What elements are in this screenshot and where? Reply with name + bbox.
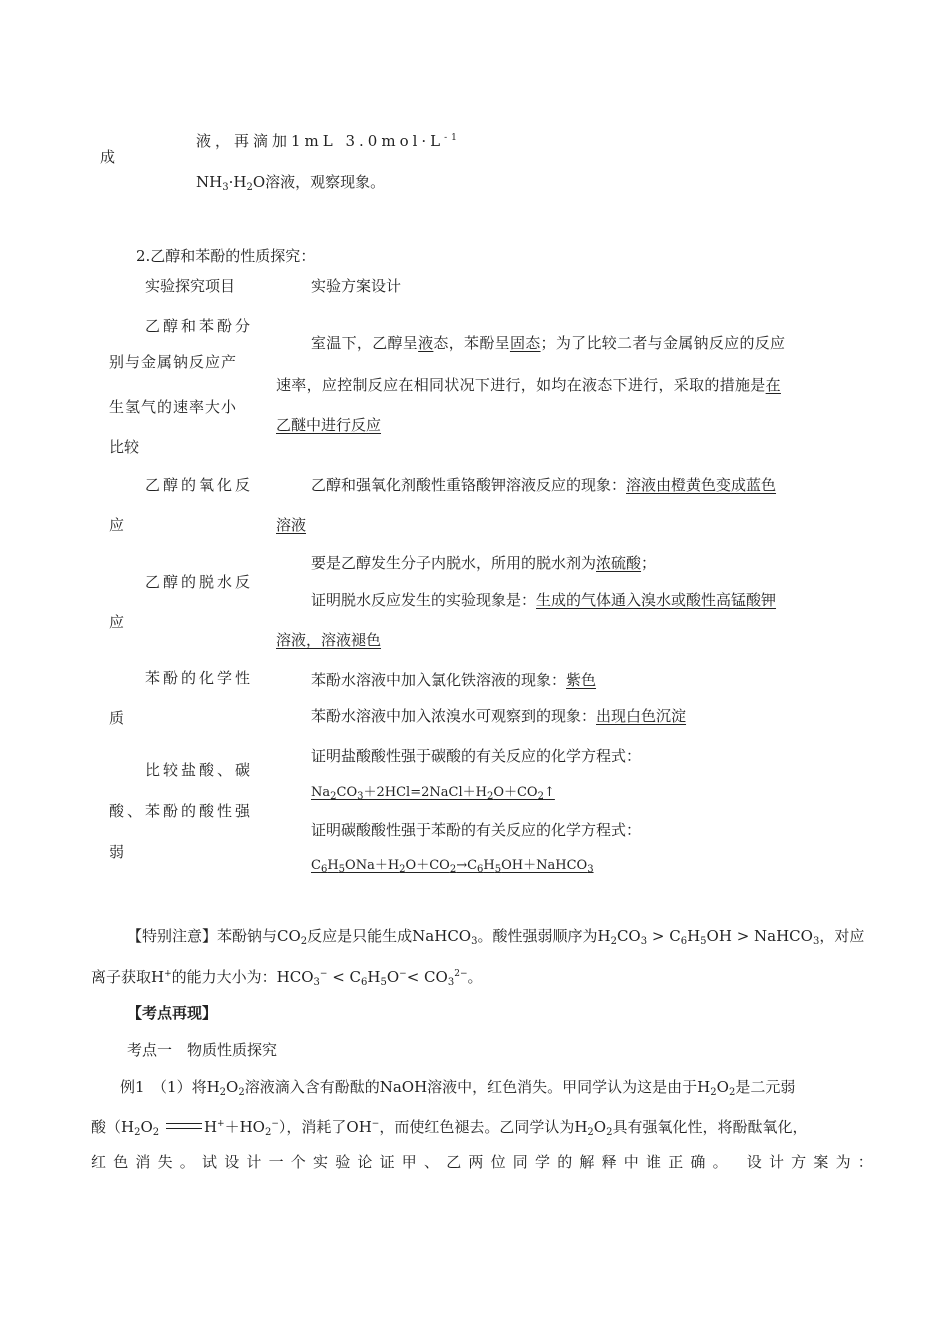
formula-text: →C xyxy=(456,858,478,873)
row5-item-line2: 酸、苯酚的酸性强 xyxy=(109,802,254,820)
answer-blank: 液 xyxy=(418,334,434,352)
subscript: 6 xyxy=(361,977,368,988)
note-text: H xyxy=(367,968,381,986)
subscript: 2 xyxy=(537,791,544,802)
formula-text: H xyxy=(687,927,701,945)
subscript: 2 xyxy=(330,791,337,802)
sub: 2 xyxy=(246,182,253,193)
formula-text: 例1 （1）将H xyxy=(120,1078,220,1096)
top-line-1-sup: -1 xyxy=(444,133,461,143)
sup: − xyxy=(371,1119,380,1129)
sup: + xyxy=(217,1119,225,1129)
formula-text: O＋CO xyxy=(405,858,450,873)
formula-text: ↑ xyxy=(543,785,555,800)
row1-item-line4: 比较 xyxy=(109,438,140,456)
formula-text: O＋CO xyxy=(493,785,538,800)
answer-blank: 浓硫酸 xyxy=(596,554,642,572)
formula-text: H xyxy=(483,858,495,873)
formula-text: C xyxy=(311,858,321,873)
row4-design-line2 xyxy=(311,706,686,726)
equilibrium-arrow-icon xyxy=(164,1120,204,1132)
formula-text: 。酸性强弱顺序为H xyxy=(477,927,611,945)
formula-text: H xyxy=(327,858,339,873)
subscript: 2 xyxy=(728,1087,736,1098)
subscript: 3 xyxy=(640,936,648,947)
row3-design-line1 xyxy=(311,553,656,573)
table-cell-cheng: 成 xyxy=(100,148,116,166)
row5-design-line3: 证明碳酸酸性强于苯酚的有关反应的化学方程式： xyxy=(311,821,642,839)
note-text: 的能力大小为：HCO xyxy=(171,968,314,986)
line2-end: O溶液，观察现象。 xyxy=(252,173,386,191)
row3-item-line2: 应 xyxy=(109,613,125,631)
text: O xyxy=(140,1118,153,1136)
sub: 2 xyxy=(152,1127,160,1138)
text: 态，苯酚呈 xyxy=(433,334,510,352)
top-line-1 xyxy=(196,128,461,151)
row4-item-line2: 质 xyxy=(109,709,125,727)
row5-item-line1: 比较盐酸、碳 xyxy=(145,761,254,779)
subscript: 6 xyxy=(477,864,484,875)
row5-design-line1: 证明盐酸酸性强于碳酸的有关反应的化学方程式： xyxy=(311,747,642,765)
kaodian-subheading: 考点一 物质性质探究 xyxy=(127,1041,278,1059)
formula-text: O xyxy=(226,1078,239,1096)
formula-text: 反应是只能生成NaHCO xyxy=(307,927,472,945)
formula-text: Na xyxy=(311,785,331,800)
answer-blank: 在 xyxy=(765,376,781,394)
note-text: O xyxy=(386,968,400,986)
row3-design-line2 xyxy=(311,590,776,610)
formula-text: O xyxy=(716,1078,729,1096)
subscript: 3 xyxy=(587,864,594,875)
row1-item-line2: 别与金属钠反应产 xyxy=(109,353,238,371)
nh-text: NH xyxy=(196,173,223,191)
row1-design-line1 xyxy=(311,333,785,353)
row2-design-line1 xyxy=(311,475,776,495)
sub: 2 xyxy=(606,1127,613,1138)
sub: 2 xyxy=(587,1127,594,1138)
kaodian-heading: 【考点再现】 xyxy=(127,1004,218,1022)
row1-item-line3: 生氢气的速率大小 xyxy=(109,398,238,416)
formula-text: ＋2HCl=2NaCl＋H xyxy=(363,785,487,800)
row4-item-line1: 苯酚的化学性 xyxy=(145,669,254,687)
sub: 2 xyxy=(134,1127,141,1138)
top-line-2 xyxy=(196,172,385,198)
subscript: 3 xyxy=(812,936,820,947)
subscript: 2 xyxy=(238,1087,245,1098)
text: 酸（H xyxy=(91,1118,135,1136)
text: 室温下，乙醇呈 xyxy=(311,334,419,352)
row2-design-line2: 溶液 xyxy=(276,516,307,534)
formula-text: 是二元弱 xyxy=(735,1078,796,1096)
formula-text: CO xyxy=(616,927,641,945)
formula-text: 苯酚钠与CO xyxy=(217,927,301,945)
row2-item-line2: 应 xyxy=(109,516,125,534)
column-header-design: 实验方案设计 xyxy=(311,277,402,295)
subscript: 2 xyxy=(399,864,406,875)
example-line2 xyxy=(91,1114,808,1143)
top-line-1-text: 液，再滴加1mL 3.0mol·L xyxy=(196,132,445,150)
subscript: 2 xyxy=(710,1087,717,1098)
row1-design-line2 xyxy=(276,375,781,395)
equation-1 xyxy=(311,783,555,807)
subscript: 5 xyxy=(494,864,502,875)
formula-text: CO xyxy=(336,785,358,800)
h-text: ·H xyxy=(228,173,247,191)
subscript: 3 xyxy=(447,977,455,988)
row3-item-line1: 乙醇的脱水反 xyxy=(145,573,254,591)
row1-item-line1: 乙醇和苯酚分 xyxy=(145,317,254,335)
section-heading: 2.乙醇和苯酚的性质探究： xyxy=(136,247,316,265)
row3-design-line3: 溶液，溶液褪色 xyxy=(276,631,382,649)
text: 证明脱水反应发生的实验现象是： xyxy=(311,591,537,609)
formula-text: > C xyxy=(647,927,681,945)
answer-blank: 生成的气体通入溴水或酸性高锰酸钾 xyxy=(536,591,777,609)
text: ），消耗了OH xyxy=(278,1118,372,1136)
formula-text: 溶液滴入含有酚酞的NaOH溶液中，红色消失。甲同学认为这是由于H xyxy=(244,1078,711,1096)
text: 具有强氧化性，将酚酞氧化， xyxy=(612,1118,808,1136)
subscript: 5 xyxy=(700,936,707,947)
subscript: 6 xyxy=(320,864,328,875)
note-text: < C xyxy=(327,968,362,986)
formula-text: ONa＋H xyxy=(345,858,400,873)
row1-design-line3: 乙醚中进行反应 xyxy=(276,416,382,434)
formula-text: ，对应 xyxy=(819,927,865,945)
note-label: 【特别注意】 xyxy=(127,927,218,945)
text: ； xyxy=(641,554,657,572)
subscript: 2 xyxy=(449,864,457,875)
superscript: − xyxy=(319,969,328,979)
subscript: 3 xyxy=(313,977,320,988)
text: 速率，应控制反应在相同状况下进行，如均在液态下进行，采取的措施是 xyxy=(276,376,766,394)
text: H xyxy=(203,1118,218,1136)
special-note-line2 xyxy=(91,964,483,993)
subscript: 2 xyxy=(300,936,308,947)
special-note-line1 xyxy=(127,926,864,952)
subscript: 6 xyxy=(680,936,688,947)
answer-blank: 紫色 xyxy=(566,671,597,689)
row5-item-line3: 弱 xyxy=(109,843,125,861)
answer-blank: 溶液由橙黄色变成蓝色 xyxy=(626,476,777,494)
column-header-item: 实验探究项目 xyxy=(145,277,236,295)
note-text: < CO xyxy=(406,968,448,986)
text: 苯酚水溶液中加入浓溴水可观察到的现象： xyxy=(311,707,597,725)
text: 要是乙醇发生分子内脱水，所用的脱水剂为 xyxy=(311,554,597,572)
subscript: 5 xyxy=(338,864,346,875)
subscript: 3 xyxy=(357,791,364,802)
subscript: 2 xyxy=(610,936,617,947)
superscript: 2− xyxy=(454,969,468,979)
row4-design-line1 xyxy=(311,670,596,690)
answer-blank: 出现白色沉淀 xyxy=(596,707,687,725)
superscript: + xyxy=(164,969,172,979)
text: ；为了比较二者与金属钠反应的反应 xyxy=(540,334,786,352)
text: 苯酚水溶液中加入氯化铁溶液的现象： xyxy=(311,671,567,689)
text: 乙醇和强氧化剂酸性重铬酸钾溶液反应的现象： xyxy=(311,476,627,494)
answer-blank: 固态 xyxy=(509,334,541,352)
text: O xyxy=(593,1118,607,1136)
text: ＋HO xyxy=(224,1118,265,1136)
note-text xyxy=(217,927,864,945)
note-text: 离子获取H xyxy=(91,968,165,986)
sup: − xyxy=(271,1119,279,1129)
equation-2 xyxy=(311,856,594,880)
example-line3: 红色消失。试设计一个实验论证甲、乙两位同学的解释中谁正确。 设计方案为： xyxy=(91,1153,880,1171)
superscript: − xyxy=(399,969,407,979)
subscript: 5 xyxy=(380,977,387,988)
subscript: 2 xyxy=(219,1087,227,1098)
sub: 2 xyxy=(264,1127,272,1138)
subscript: 2 xyxy=(486,791,494,802)
row2-item-line1: 乙醇的氧化反 xyxy=(145,476,254,494)
note-text: 。 xyxy=(467,968,483,986)
sub: 3 xyxy=(222,182,229,193)
formula-text: OH > NaHCO xyxy=(706,927,813,945)
example-line1 xyxy=(120,1077,795,1103)
text: ，而使红色褪去。乙同学认为H xyxy=(379,1118,588,1136)
subscript: 3 xyxy=(471,936,478,947)
formula-text: OH＋NaHCO xyxy=(501,858,588,873)
